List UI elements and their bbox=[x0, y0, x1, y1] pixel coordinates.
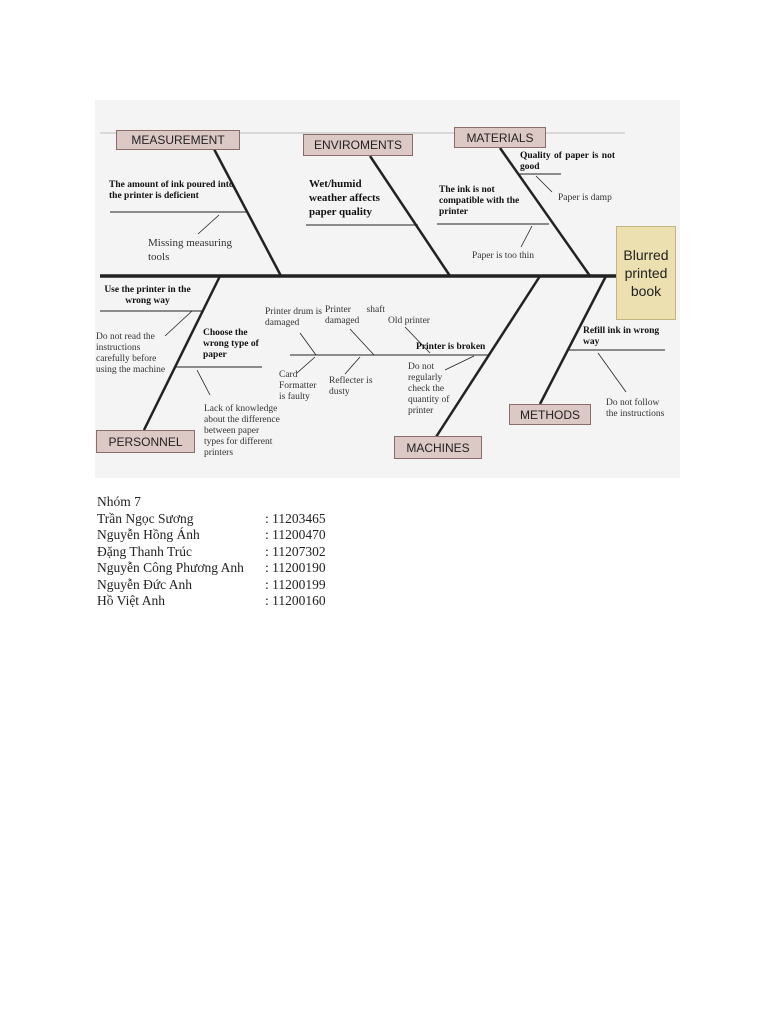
effect-box: Blurred printed book bbox=[616, 226, 676, 320]
member-row bbox=[97, 576, 326, 594]
category-machines: MACHINES bbox=[394, 436, 482, 459]
cause-wrong-way: Use the printer in the wrong way bbox=[104, 285, 191, 306]
member-name: Đặng Thanh Trúc bbox=[97, 543, 193, 559]
cause-ink-deficient: The amount of ink poured into the printer is deficient bbox=[109, 180, 234, 201]
cause-paper-thin: Paper is too thin bbox=[472, 251, 535, 261]
member-row bbox=[97, 593, 326, 610]
member-name: Hồ Việt Anh bbox=[97, 593, 165, 608]
sub-missing-tools bbox=[198, 215, 219, 234]
member-id: : 11207302 bbox=[265, 543, 326, 559]
member-id: : 11200199 bbox=[265, 576, 326, 592]
member-row bbox=[97, 510, 326, 528]
sub-reflector bbox=[345, 357, 360, 374]
team-info bbox=[97, 494, 326, 610]
cause-wrong-paper: Choose the wrong type of paper bbox=[203, 328, 259, 360]
category-materials: MATERIALS bbox=[454, 127, 546, 148]
member-id: : 11200160 bbox=[265, 593, 326, 608]
cause-old-printer: Old printer bbox=[388, 316, 430, 326]
cause-lack-knowledge: Lack of knowledge about the difference between paper types for different printers bbox=[204, 404, 280, 458]
cause-weather: Wet/humid weather affects paper quality bbox=[309, 178, 380, 218]
cause-refill-ink: Refill ink in wrong way bbox=[583, 326, 660, 347]
category-environments: ENVIROMENTS bbox=[303, 134, 413, 156]
category-personnel: PERSONNEL bbox=[96, 430, 195, 453]
member-row bbox=[97, 543, 326, 561]
cause-paper-quality: Quality of paper is not good bbox=[520, 151, 615, 172]
cause-not-follow: Do not follow the instructions bbox=[606, 398, 665, 419]
cause-not-read: Do not read the instructions carefully before using the machine bbox=[96, 332, 166, 375]
cause-shaft-damaged: Printer shaft damaged bbox=[325, 305, 385, 326]
cause-printer-broken: Printer is broken bbox=[416, 342, 486, 352]
cause-not-check: Do not regularly check the quantity of printer bbox=[408, 362, 450, 416]
category-methods: METHODS bbox=[509, 404, 591, 425]
member-name: Nguyễn Hồng Ánh bbox=[97, 527, 200, 542]
member-name: Trần Ngọc Sương bbox=[97, 510, 194, 526]
member-name: Nguyễn Đức Anh bbox=[97, 576, 193, 592]
team-title: Nhóm 7 bbox=[97, 494, 141, 509]
cause-ink-incompatible: The ink is not compatible with the printer bbox=[439, 185, 520, 217]
sub-paper-thin bbox=[521, 226, 532, 247]
cause-reflector: Reflecter is dusty bbox=[329, 376, 373, 397]
member-name: Nguyễn Công Phương Anh bbox=[97, 560, 244, 575]
cause-missing-tools: Missing measuring tools bbox=[148, 237, 233, 263]
member-id: : 11200190 bbox=[265, 560, 326, 575]
sub-lack-knowledge bbox=[197, 370, 210, 395]
sub-paper-damp bbox=[536, 176, 552, 192]
member-row bbox=[97, 527, 326, 544]
cause-paper-damp: Paper is damp bbox=[558, 193, 612, 203]
cause-drum-damaged: Printer drum is damaged bbox=[265, 307, 322, 328]
sub-not-follow bbox=[598, 353, 626, 392]
cause-card-formatter: Card Formatter is faulty bbox=[279, 370, 317, 402]
fishbone-diagram bbox=[0, 0, 768, 490]
sub-drum bbox=[300, 333, 316, 355]
sub-shaft bbox=[350, 329, 374, 355]
member-id: : 11203465 bbox=[265, 510, 326, 526]
member-row bbox=[97, 560, 326, 577]
member-id: : 11200470 bbox=[265, 527, 326, 542]
category-measurement: MEASUREMENT bbox=[116, 130, 240, 150]
